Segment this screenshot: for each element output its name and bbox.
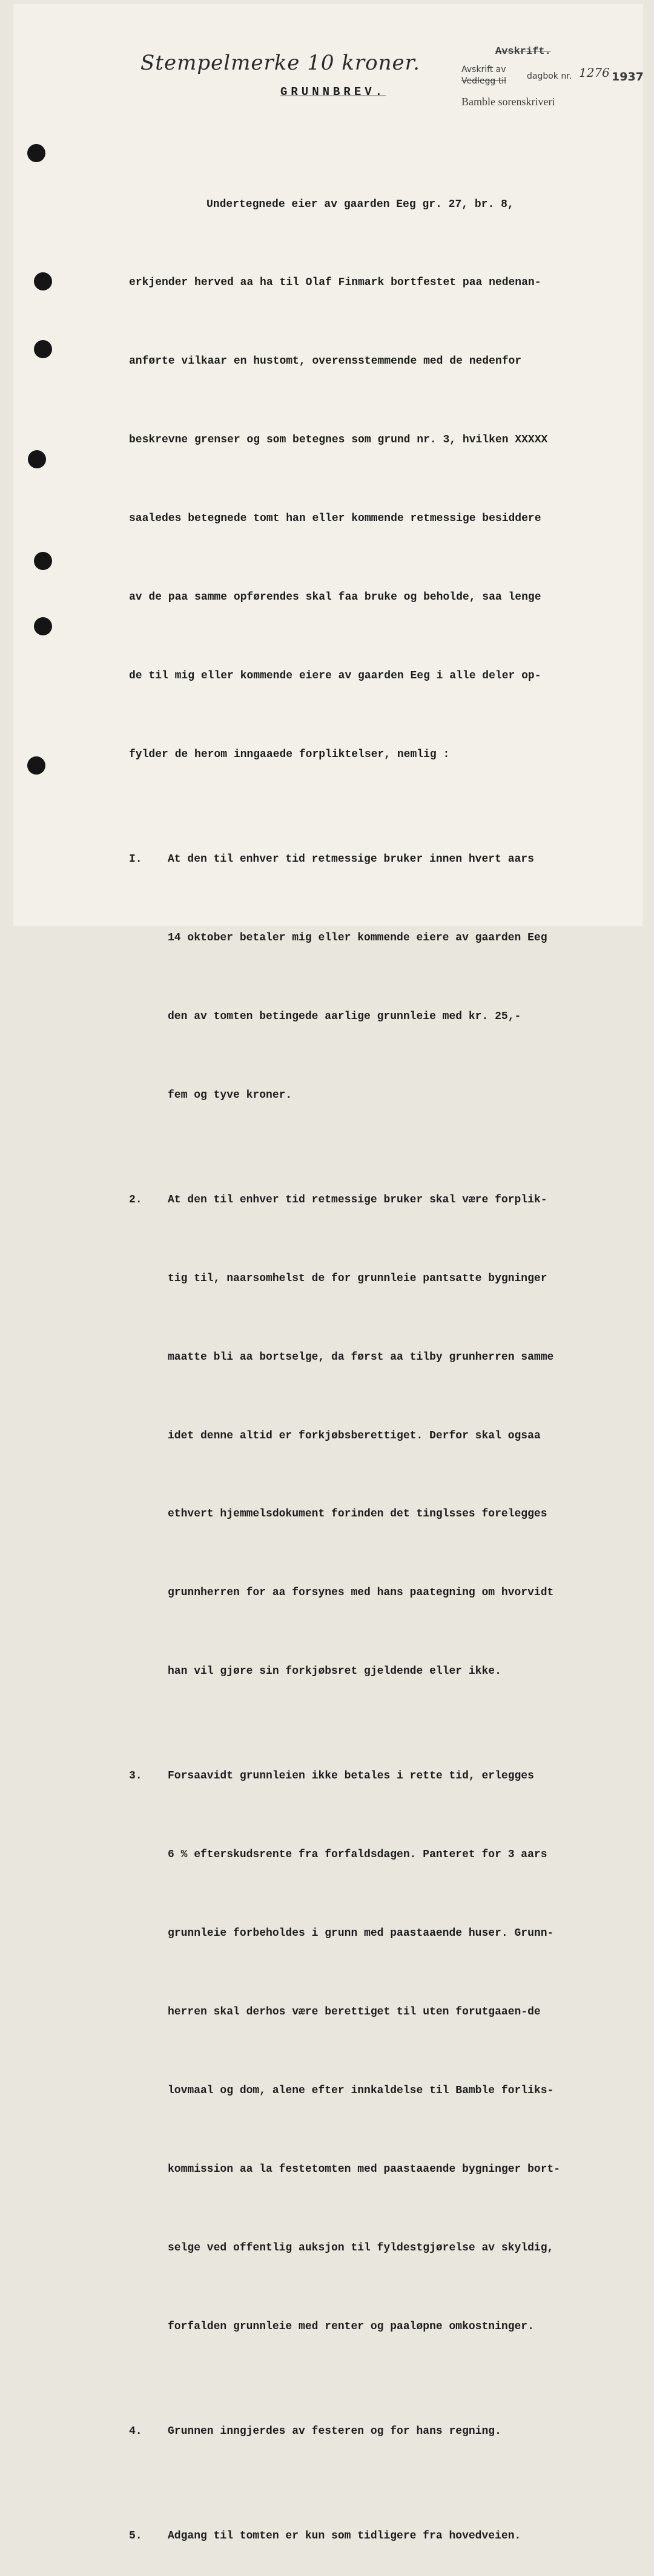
clause-line: forfalden grunnleie med renter og paaløpne omkostninger.	[168, 2320, 534, 2333]
clause-line: I. At den til enhver tid retmessige bruker innen hvert aars	[129, 847, 613, 873]
registry-stamp	[461, 64, 506, 87]
clause-line: den av tomten betingede aarlige grunnleie med kr. 25,-	[168, 1010, 521, 1023]
document-body	[129, 139, 613, 2576]
clause-line: 6 % efterskudsrente fra forfaldsdagen. Panteret for 3 aars	[168, 1849, 547, 1861]
clause-line: fem og tyve kroner.	[168, 1089, 292, 1101]
stamp-line-vedlegg: Vedlegg til	[461, 76, 506, 86]
stamp-line-avskrift: Avskrift av	[461, 65, 506, 74]
clause-number: 4.	[129, 2425, 142, 2437]
intro-line: fylder de herom inngaaede forpliktelser, nemlig :	[129, 748, 450, 761]
punch-hole	[34, 552, 52, 570]
punch-hole	[34, 272, 52, 290]
intro-line: anførte vilkaar en hustomt, overensstemmende med de nedenfor	[129, 355, 522, 368]
clause-line: han vil gjøre sin forkjøbsret gjeldende eller ikke.	[168, 1665, 501, 1678]
clause-line: 4. Grunnen inngjerdes av festeren og for hans regning.	[129, 2419, 613, 2445]
clause-number: 2.	[129, 1193, 142, 1206]
punch-hole	[27, 144, 45, 162]
clause-line: 5. Adgang til tomten er kun som tidligere fra hovedveien.	[129, 2523, 613, 2549]
punch-hole	[28, 450, 46, 468]
intro-line: erkjender herved aa ha til Olaf Finmark bortfestet paa nedenan-	[129, 277, 541, 289]
clause-line: selge ved offentlig auksjon til fyldestgjørelse av skyldig,	[168, 2241, 554, 2254]
clause-line: idet denne altid er forkjøbsberettiget. Derfor skal ogsaa	[168, 1429, 541, 1442]
punch-hole	[34, 340, 52, 358]
handwritten-stamp-note: Stempelmerke 10 kroner.	[140, 51, 420, 75]
clause-line: maatte bli aa bortselge, da først aa tilby grunherren samme	[168, 1351, 554, 1363]
intro-line: Undertegnede eier av gaarden Eeg gr. 27, br. 8,	[206, 198, 514, 211]
clause-line: 2. At den til enhver tid retmessige bruker skal være forplik-	[129, 1187, 613, 1213]
clause-line: lovmaal og dom, alene efter innkaldelse til Bamble forliks-	[168, 2084, 554, 2097]
clause-line: herren skal derhos være berettiget til uten forutgaaen-de	[168, 2006, 541, 2019]
stamp-dagbok-label: dagbok nr.	[527, 71, 572, 81]
clause-number: I.	[129, 853, 142, 866]
intro-line: de til mig eller kommende eiere av gaarden Eeg i alle deler op-	[129, 669, 541, 682]
clause-line: 14 oktober betaler mig eller kommende eiere av gaarden Eeg	[168, 931, 547, 944]
stamp-year: 1937	[612, 70, 644, 84]
intro-line: saaledes betegnede tomt han eller kommende retmessige besiddere	[129, 513, 541, 525]
intro-line: beskrevne grenser og som betegnes som grund nr. 3, hvilken XXXXX	[129, 434, 548, 447]
clause-line: ethvert hjemmelsdokument forinden det tinglsses forelegges	[168, 1508, 547, 1521]
stamp-office: Bamble sorenskriveri	[461, 96, 555, 108]
stamp-dagbok-number: 1276	[579, 65, 610, 80]
clause-line: kommission aa la festetomten med paastaaende bygninger bort-	[168, 2163, 561, 2175]
clause-line: grunnherren for aa forsynes med hans paategning om hvorvidt	[168, 1587, 554, 1599]
clause-line: tig til, naarsomhelst de for grunnleie pantsatte bygninger	[168, 1272, 547, 1285]
struck-stamp-text: Avskrift.	[495, 46, 551, 57]
punch-hole	[27, 756, 45, 775]
clause-number: 3.	[129, 1770, 142, 1783]
intro-line: av de paa samme opførendes skal faa bruke og beholde, saa lenge	[129, 591, 541, 604]
clause-line: 3. Forsaavidt grunnleien ikke betales i rette tid, erlegges	[129, 1763, 613, 1789]
document-title: GRUNNBREV.	[280, 85, 386, 99]
clause-number: 5.	[129, 2530, 142, 2543]
punch-hole	[34, 617, 52, 635]
clause-line: grunnleie forbeholdes i grunn med paastaaende huser. Grunn-	[168, 1927, 554, 1940]
